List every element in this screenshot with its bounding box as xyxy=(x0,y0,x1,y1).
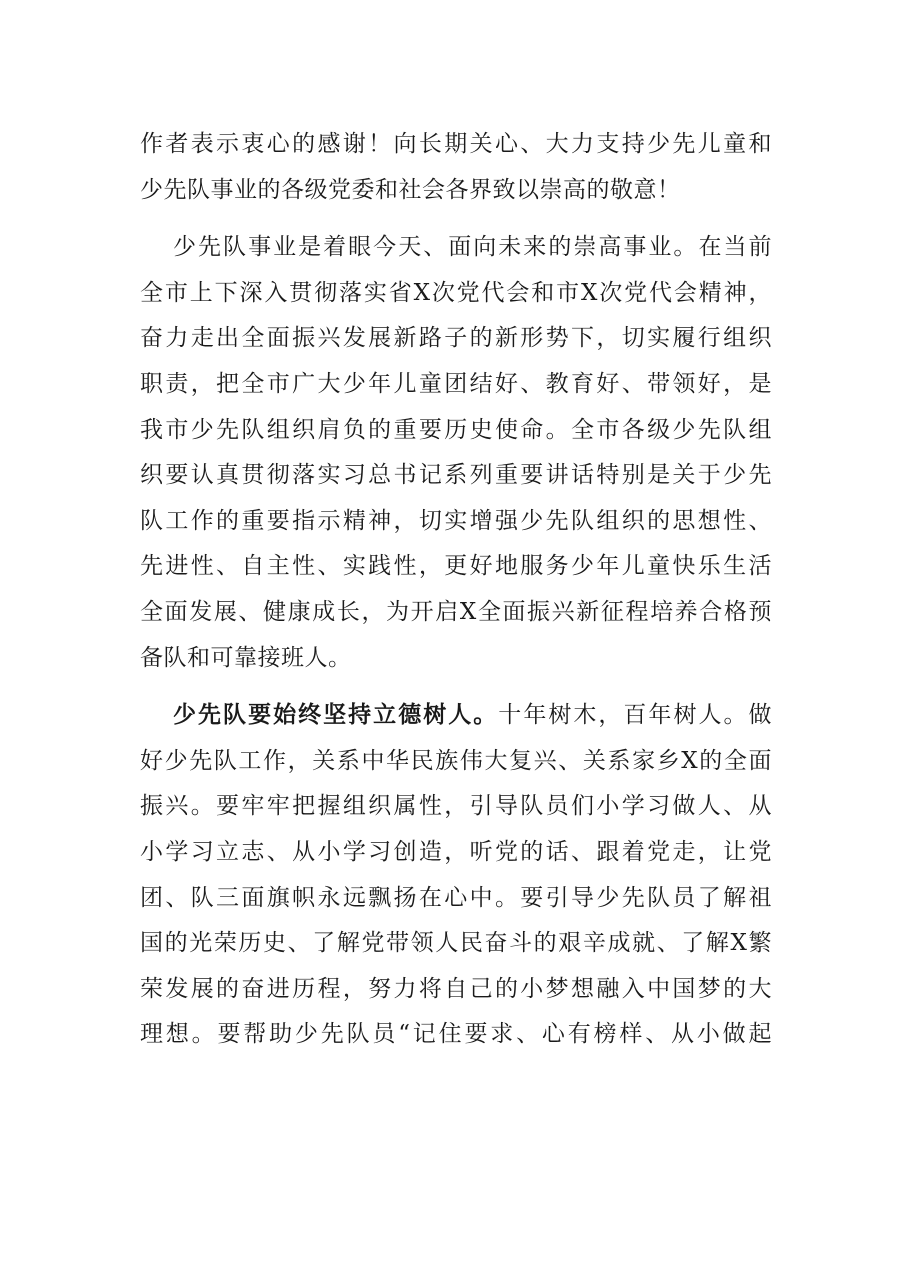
text-line: 先进性、自主性、实践性，更好地服务少年儿童快乐生活 xyxy=(140,553,772,580)
paragraph-1 xyxy=(140,122,772,213)
text-line: 团、队三面旗帜永远飘扬在心中。要引导少先队员了解祖 xyxy=(140,884,772,911)
text-line: 全面发展、健康成长，为开启X全面振兴新征程培养合格预 xyxy=(140,598,772,625)
text-line: 织要认真贯彻落实习总书记系列重要讲话特别是关于少先 xyxy=(140,462,772,489)
text-line: 全市上下深入贯彻落实省X次党代会和市X次党代会精神， xyxy=(140,279,772,306)
text-line: 作者表示衷心的感谢！向长期关心、大力支持少先儿童和 xyxy=(140,131,772,157)
document-body xyxy=(140,122,772,1058)
text-line: 小学习立志、从小学习创造，听党的话、跟着党走，让党 xyxy=(140,838,772,865)
text-line: 理想。要帮助少先队员“记住要求、心有榜样、从小做起 xyxy=(140,1021,772,1048)
text-line: 少先队事业的各级党委和社会各界致以崇高的敬意！ xyxy=(140,176,681,203)
text-line: 荣发展的奋进历程，努力将自己的小梦想融入中国梦的大 xyxy=(140,975,772,1002)
text-line: 好少先队工作，关系中华民族伟大复兴、关系家乡X的全面 xyxy=(140,747,772,774)
text-line: 振兴。要牢牢把握组织属性，引导队员们小学习做人、从 xyxy=(140,793,772,820)
paragraph-2 xyxy=(140,225,772,681)
heading-line-rest: 十年树木，百年树人。做 xyxy=(498,702,773,729)
text-line xyxy=(140,693,772,739)
section-heading: 少先队要始终坚持立德树人。 xyxy=(173,702,499,729)
text-line: 国的光荣历史、了解党带领人民奋斗的艰辛成就、了解X繁 xyxy=(140,930,772,957)
text-line: 备队和可靠接班人。 xyxy=(140,644,352,671)
paragraph-spacer xyxy=(140,681,772,693)
text-line: 奋力走出全面振兴发展新路子的新形势下，切实履行组织 xyxy=(140,325,772,352)
text-line: 少先队事业是着眼今天、面向未来的崇高事业。在当前 xyxy=(173,234,772,261)
text-line: 我市少先队组织肩负的重要历史使命。全市各级少先队组 xyxy=(140,416,772,443)
text-line: 职责，把全市广大少年儿童团结好、教育好、带领好，是 xyxy=(140,370,772,397)
paragraph-3 xyxy=(140,693,772,1058)
paragraph-spacer xyxy=(140,213,772,225)
text-line: 队工作的重要指示精神，切实增强少先队组织的思想性、 xyxy=(140,507,772,534)
